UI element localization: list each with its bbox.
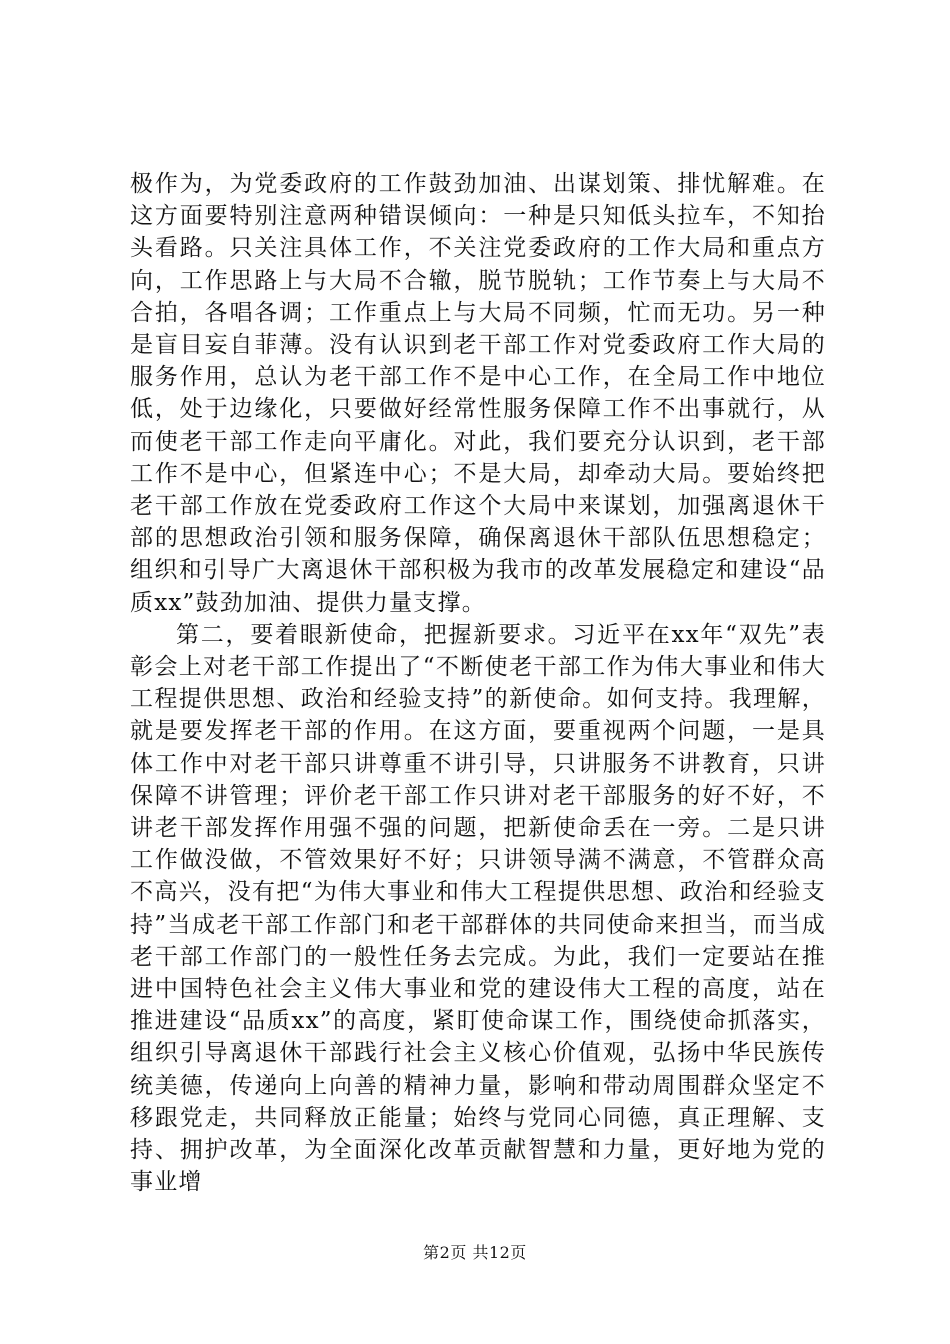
- page-number-footer: 第2页 共12页: [423, 1243, 527, 1262]
- paragraph-2: 第二，要着眼新使命，把握新要求。习近平在xx年“双先”表彰会上对老干部工作提出了“不断使老干部工作为伟大事业和伟大工程提供思想、政治和经验支持”的新使命。如何支持。我理解，就是要发挥老干部的作用。在这方面，要重视两个问题，一是具体工作中对老干部只讲尊重不讲引导，只讲服务不讲教育，只讲保障不讲管理；评价老干部工作只讲对老干部服务的好不好，不讲老干部发挥作用强不强的问题，把新使命丢在一旁。二是只讲工作做没做，不管效果好不好；只讲领导满不满意，不管群众高不高兴，没有把“为伟大事业和伟大工程提供思想、政治和经验支持”当成老干部工作部门和老干部群体的共同使命来担当，而当成老干部工作部门的一般性任务去完成。为此，我们一定要站在推进中国特色社会主义伟大事业和党的建设伟大工程的高度，站在推进建设“品质xx”的高度，紧盯使命谋工作，围绕使命抓落实，组织引导离退休干部践行社会主义核心价值观，弘扬中华民族传统美德，传递向上向善的精神力量，影响和带动周围群众坚定不移跟党走，共同释放正能量；始终与党同心同德，真正理解、支持、拥护改革，为全面深化改革贡献智慧和力量，更好地为党的事业增: [130, 621, 826, 1196]
- document-body: [130, 168, 826, 1199]
- paragraph-1: 极作为，为党委政府的工作鼓劲加油、出谋划策、排忧解难。在这方面要特别注意两种错误倾向：一种是只知低头拉车，不知抬头看路。只关注具体工作，不关注党委政府的工作大局和重点方向，工作思路上与大局不合辙，脱节脱轨；工作节奏上与大局不合拍，各唱各调；工作重点上与大局不同频，忙而无功。另一种是盲目妄自菲薄。没有认识到老干部工作对党委政府工作大局的服务作用，总认为老干部工作不是中心工作，在全局工作中地位低，处于边缘化，只要做好经常性服务保障工作不出事就行，从而使老干部工作走向平庸化。对此，我们要充分认识到，老干部工作不是中心，但紧连中心；不是大局，却牵动大局。要始终把老干部工作放在党委政府工作这个大局中来谋划，加强离退休干部的思想政治引领和服务保障，确保离退休干部队伍思想稳定；组织和引导广大离退休干部积极为我市的改革发展稳定和建设“品质xx”鼓劲加油、提供力量支撑。: [130, 171, 826, 616]
